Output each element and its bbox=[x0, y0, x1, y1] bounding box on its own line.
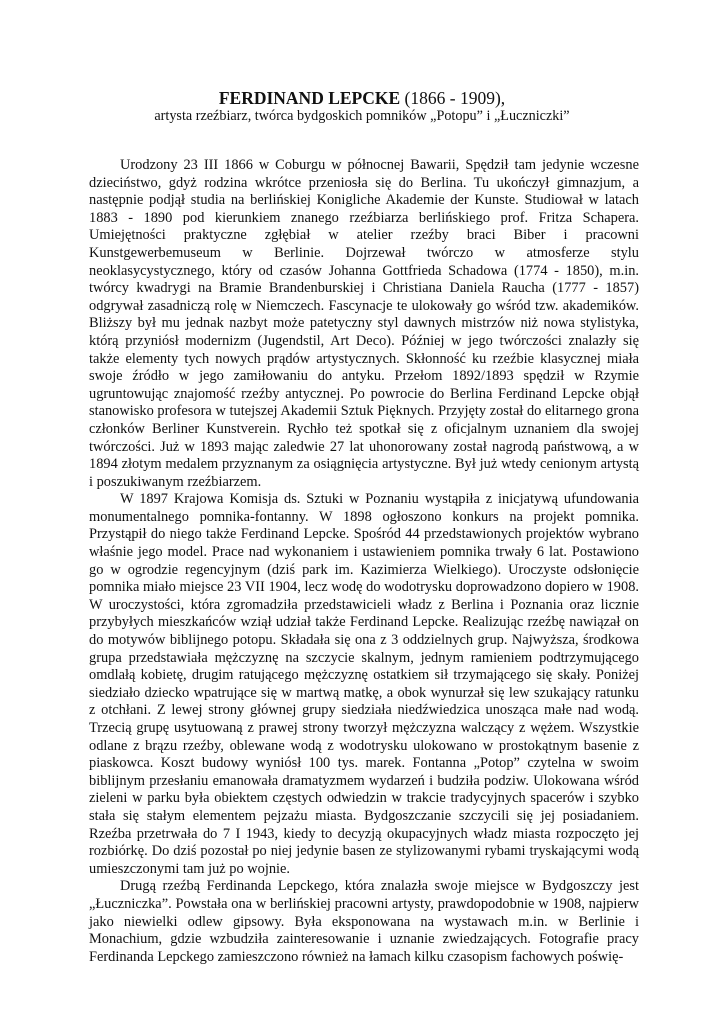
page-subtitle: artysta rzeźbiarz, twórca bydgoskich pomników „Potopu” i „Łuczniczki” bbox=[154, 108, 570, 124]
paragraph-2: W 1897 Krajowa Komisja ds. Sztuki w Poznaniu wystąpiła z inicjatywą ufundowania monumentalnego pomnika-fontanny. W 1898 ogłoszono konkurs na projekt pomnika. Przystąpił do niego także Ferdinand Lepcke. Spośród 44 przedstawionych projektów wybrano właśnie jego model. Prace nad wykonaniem i ustawieniem pomnika trwały 6 lat. Postawiono go w ogrodzie regencyjnym (dziś park im. Kazimierza Wielkiego). Uroczyste odsłonięcie pomnika miało miejsce 23 VII 1904, lecz wodę do wodotrysku doprowadzono dopiero w 1908. W uroczystości, która zgromadziła przedstawicieli władz z Berlina i Poznania oraz licznie przybyłych mieszkańców wziął udział także Ferdinand Lepcke. Realizując rzeźbę nawiązał on do motywów biblijnego potopu. Składała się ona z 3 oddzielnych grup. Najwyższa, środkowa grupa przedstawiała mężczyznę na szczycie skalnym, jednym ramieniem podtrzymującego omdlałą kobietę, drugim ratującego mężczyznę ostatkiem sił trzymającego się skały. Poniżej siedziało dziecko wpatrujące się w martwą matkę, a obok wynurzał się lew szukający ratunku z otchłani. Z lewej strony głównej grupy siedziała niedźwiedzica unosząca małe nad wodą. Trzecią grupę usytuowaną z prawej strony tworzył mężczyzna walczący z wężem. Wszystkie odlane z brązu rzeźby, oblewane wodą z wodotrysku ulokowano w prostokątnym basenie z piaskowca. Koszt budowy wyniósł 100 tys. marek. Fontanna „Potop” czytelna w swoim biblijnym przesłaniu emanowała dramatyzmem wydarzeń i budziła podziw. Ulokowana wśród zieleni w parku była obiektem częstych odwiedzin w trakcie tradycyjnych spacerów i szybko stała się stałym elementem pejzażu miasta. Bydgoszczanie szczycili się jej posiadaniem. Rzeźba przetrwała do 7 I 1943, kiedy to decyzją okupacyjnych władz miasta rozpoczęto jej rozbiórkę. Do dziś pozostał po niej jedynie basen ze stylizowanymi rybami tryskającymi wodą umieszczonymi tam już po wojnie. bbox=[89, 491, 639, 877]
article-body bbox=[89, 157, 639, 966]
title-name: FERDINAND LEPCKE bbox=[218, 88, 401, 108]
paragraph-3: Drugą rzeźbą Ferdinanda Lepckego, która znalazła swoje miejsce w Bydgoszczy jest „Łuczniczka”. Powstała ona w berlińskiej pracowni artysty, prawdopodobnie w 1908, najpierw jako niewielki odlew gipsowy. Była eksponowana na wystawach m.in. w Berlinie i Monachium, gdzie wzbudziła zainteresowanie i uznanie zwiedzających. Fotografie pracy Ferdinanda Lepckego zamieszczono również na łamach kilku czasopism fachowych poświę- bbox=[89, 878, 639, 965]
title-block bbox=[60, 88, 664, 125]
title-years: (1866 - 1909), bbox=[400, 88, 506, 108]
page-title bbox=[60, 88, 664, 108]
paragraph-1: Urodzony 23 III 1866 w Coburgu w północnej Bawarii, Spędził tam jedynie wczesne dzieciństwo, gdyż rodzina wkrótce przeniosła się do Berlina. Tu ukończył gimnazjum, a następnie podjął studia na berlińskiej Konigliche Akademie der Kunste. Studiował w latach 1883 - 1890 pod kierunkiem znanego rzeźbiarza berlińskiego prof. Fritza Schapera. Umiejętności praktyczne zgłębiał w atelier rzeźby braci Biber i pracowni Kunstgewerbemuseum w Berlinie. Dojrzewał twórczo w atmosferze stylu neoklasycystycznego, który od czasów Johanna Gottfrieda Schadowa (1774 - 1850), m.in. twórcy kwadrygi na Bramie Brandenburskiej i Christiana Daniela Raucha (1777 - 1857) odgrywał zasadniczą rolę w Niemczech. Fascynacje te ulokowały go wśród tzw. akademików. Bliższy był mu jednak nazbyt może patetyczny styl dawnych mistrzów niż nowa stylistyka, którą przyniósł modernizm (Jugendstil, Art Deco). Później w jego twórczości znalazły się także elementy tych nowych prądów artystycznych. Skłonność ku rzeźbie klasycznej miała swoje źródło w jego zamiłowaniu do antyku. Przełom 1892/1893 spędził w Rzymie ugruntowując znajomość rzeźby antycznej. Po powrocie do Berlina Ferdinand Lepcke objął stanowisko profesora w tutejszej Akademii Sztuk Pięknych. Przyjęty został do elitarnego grona członków Berliner Kunstverein. Rychło też spotkał się z oficjalnym uznaniem dla swojej twórczości. Już w 1893 mając zaledwie 27 lat uhonorowany został nagrodą państwową, a w 1894 złotym medalem przyznanym za osiągnięcia artystyczne. Był już wtedy cenionym artystą i poszukiwanym rzeźbiarzem. bbox=[89, 157, 639, 490]
